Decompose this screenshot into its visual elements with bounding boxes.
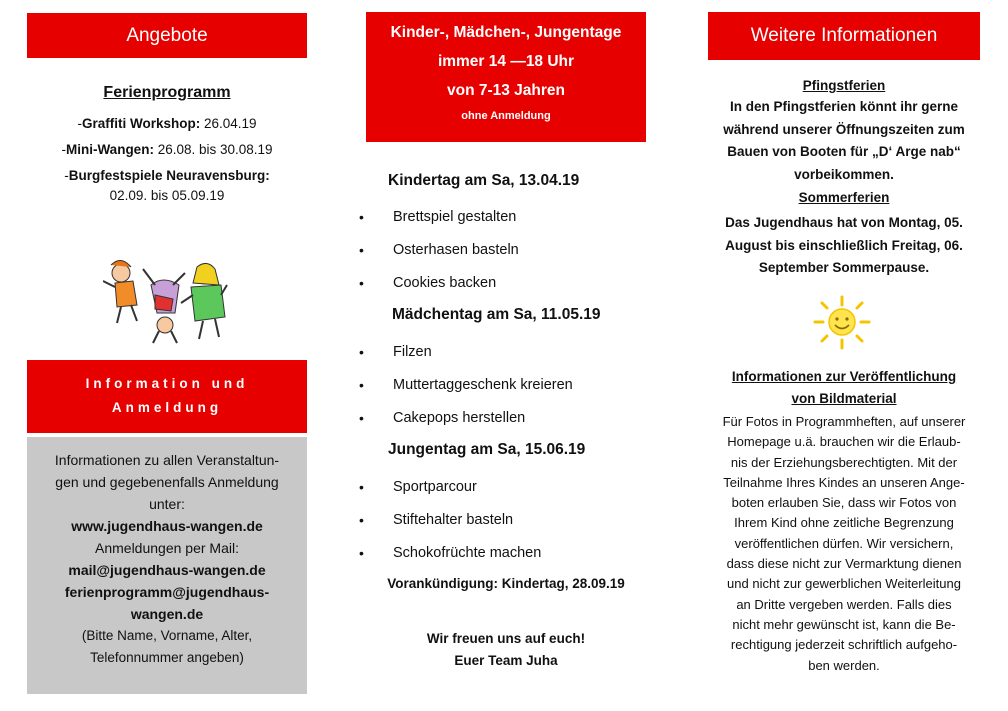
title-line: Informationen zur Veröffentlichung bbox=[731, 369, 957, 384]
text-line: nis der Erziehungsberechtigten. Mit der bbox=[730, 454, 958, 470]
list-item: • Muttertaggeschenk kreieren bbox=[359, 375, 573, 408]
smiling-sun-icon bbox=[812, 295, 872, 350]
header-line: Kinder-, Mädchen-, Jungentage bbox=[390, 24, 622, 41]
list-item: • Sportparcour bbox=[359, 477, 541, 510]
list-item: • Cakepops herstellen bbox=[359, 408, 573, 441]
text-line: veröffentlichen dürfen. Wir versichern, bbox=[734, 535, 954, 551]
jungentag-title: Jungentag am Sa, 15.06.19 bbox=[388, 441, 586, 458]
announcement: Vorankündigung: Kindertag, 28.09.19 bbox=[387, 576, 625, 591]
ferienprogramm-section bbox=[27, 84, 307, 212]
weitere-informationen-header: Weitere Informationen bbox=[708, 12, 980, 60]
closing-text bbox=[366, 628, 646, 672]
list-item: • Osterhasen basteln bbox=[359, 240, 519, 273]
text-line: Homepage u.ä. brauchen wir die Erlaub- bbox=[727, 434, 961, 450]
info-text: unter: bbox=[149, 496, 185, 512]
info-box bbox=[27, 437, 307, 694]
sommerferien-title: Sommerferien bbox=[798, 190, 890, 205]
pfingstferien-title: Pfingstferien bbox=[802, 78, 886, 93]
pfingst-text: Bauen von Booten für „D‘ Arge nab“ bbox=[727, 144, 961, 159]
program-item: -Mini-Wangen: 26.08. bis 30.08.19 bbox=[61, 142, 273, 157]
angebote-header: Angebote bbox=[27, 13, 307, 58]
website-link[interactable]: www.jugendhaus-wangen.de bbox=[71, 518, 263, 534]
text-line: Ihrem Kind ohne zeitliche Begrenzung bbox=[734, 515, 954, 531]
header-line: ohne Anmeldung bbox=[461, 110, 551, 122]
info-note: Telefonnummer angeben) bbox=[90, 650, 244, 665]
text-line: Für Fotos in Programmheften, auf unserer bbox=[722, 414, 966, 429]
text-line: boten erlauben Sie, dass wir Fotos von bbox=[731, 495, 957, 511]
maedchentag-title: Mädchentag am Sa, 11.05.19 bbox=[392, 306, 601, 323]
sommer-text: Das Jugendhaus hat von Montag, 05. bbox=[725, 215, 963, 230]
program-item: -Graffiti Workshop: 26.04.19 bbox=[77, 116, 257, 131]
list-item: • Schokofrüchte machen bbox=[359, 543, 541, 576]
text-line: an Dritte vergeben werden. Falls dies bbox=[736, 596, 952, 612]
list-item: • Cookies backen bbox=[359, 273, 519, 306]
text-line: und nicht zur gewerblichen Weiterleitung bbox=[727, 576, 961, 592]
info-header-line: Anmeldung bbox=[111, 400, 223, 415]
info-header-line: Information und bbox=[85, 376, 249, 391]
program-item: -Burgfestspiele Neuravensburg: 02.09. bis 05.09.19 bbox=[64, 168, 270, 203]
info-text: Informationen zu allen Veranstaltun- bbox=[54, 452, 280, 468]
jungentag-list bbox=[359, 477, 541, 576]
text-line: rechtigung jederzeit schriftlich aufgeho- bbox=[730, 637, 958, 653]
mail-link[interactable]: mail@jugendhaus-wangen.de bbox=[68, 562, 266, 578]
list-item: • Stiftehalter basteln bbox=[359, 510, 541, 543]
playing-children-clipart-icon bbox=[103, 255, 228, 345]
kindertag-list bbox=[359, 207, 519, 306]
closing-line: Euer Team Juha bbox=[454, 653, 558, 668]
header-line: von 7-13 Jahren bbox=[446, 82, 566, 99]
pfingst-text: vorbeikommen. bbox=[794, 166, 894, 182]
sommer-text: August bis einschließlich Freitag, 06. bbox=[725, 237, 963, 253]
text-line: nicht mehr gewünscht ist, kann die Be- bbox=[732, 616, 956, 632]
info-text: gen und gegebenenfalls Anmeldung bbox=[55, 474, 279, 490]
sommer-text: September Sommerpause. bbox=[758, 260, 930, 275]
text-line: Teilnahme Ihres Kindes an unseren Ange- bbox=[723, 474, 965, 490]
information-anmeldung-header bbox=[27, 360, 307, 433]
text-line: dass diese nicht zur Vermarktung dienen bbox=[726, 556, 962, 572]
kindertag-title: Kindertag am Sa, 13.04.19 bbox=[388, 172, 580, 189]
text-line: ben werden. bbox=[808, 657, 880, 673]
info-note: (Bitte Name, Vorname, Alter, bbox=[81, 628, 253, 643]
ferienprogramm-title: Ferienprogramm bbox=[103, 84, 231, 101]
bildmaterial-text bbox=[708, 412, 980, 676]
holiday-info bbox=[708, 76, 980, 280]
bildmaterial-title bbox=[708, 366, 980, 410]
kindertage-header bbox=[366, 12, 646, 142]
title-line: von Bildmaterial bbox=[791, 391, 897, 406]
mail-intro: Anmeldungen per Mail: bbox=[95, 540, 239, 556]
list-item: • Brettspiel gestalten bbox=[359, 207, 519, 240]
list-item: • Filzen bbox=[359, 342, 573, 375]
header-line: immer 14 —18 Uhr bbox=[437, 53, 575, 70]
maedchentag-list bbox=[359, 342, 573, 441]
closing-line: Wir freuen uns auf euch! bbox=[426, 631, 586, 646]
ferienprogramm-mail-link[interactable]: ferienprogramm@jugendhaus- wangen.de bbox=[64, 584, 270, 622]
pfingst-text: während unserer Öffnungszeiten zum bbox=[723, 121, 965, 137]
pfingst-text: In den Pfingstferien könnt ihr gerne bbox=[729, 99, 959, 114]
